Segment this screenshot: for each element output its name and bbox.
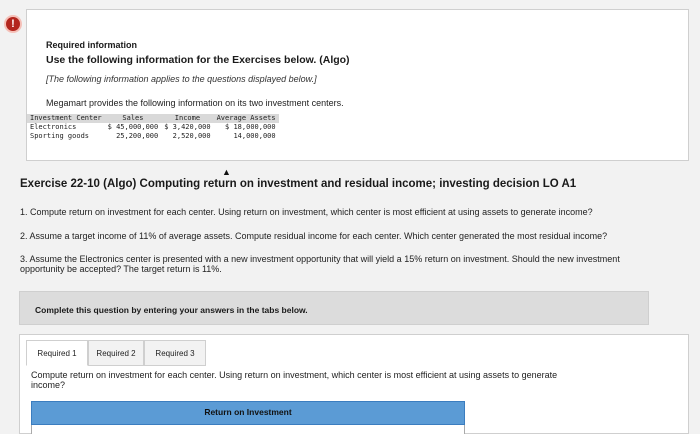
roi-table-header: [31, 401, 465, 425]
info-heading: Required information: [46, 40, 138, 50]
row-average-assets: $ 18,000,000: [225, 123, 276, 131]
question-1: 1. Compute return on investment for each center. Using return on investment, which center is most efficient at using assets to generate income?: [20, 207, 593, 217]
tab-required-2[interactable]: Required 2: [88, 340, 144, 366]
header-investment-center: Investment Center: [27, 114, 105, 123]
question-2: 2. Assume a target income of 11% of average assets. Compute residual income for each center. Which center generated the most residual income?: [20, 231, 608, 241]
exercise-title: Exercise 22-10 (Algo) Computing return on investment and residual income; investing decision LO A1: [20, 178, 577, 190]
complete-question-banner: [19, 291, 649, 325]
table-header-row: [27, 114, 279, 123]
mouse-cursor-icon: ▲: [222, 167, 231, 177]
row-income: $ 3,420,000: [164, 123, 211, 131]
info-subheading: Use the following information for the Exercises below. (Algo): [46, 54, 350, 66]
row-sales: 25,200,000: [116, 132, 159, 140]
row-average-assets: 14,000,000: [233, 132, 276, 140]
tab-required-3[interactable]: Required 3: [144, 340, 206, 366]
table-row: [27, 132, 279, 141]
question-3: 3. Assume the Electronics center is presented with a new investment opportunity that will yield a 15% return on investment. Should the new investment opportunity be accepted? The target return is 11%.: [20, 254, 620, 274]
info-intro: Megamart provides the following information on its two investment centers.: [46, 98, 344, 108]
roi-table-body: [31, 425, 465, 434]
roi-table-title: Return on Investment: [204, 407, 292, 417]
row-center-name: Sporting goods: [30, 132, 90, 140]
investment-centers-table: [27, 114, 279, 141]
info-note: [The following information applies to the questions displayed below.]: [46, 74, 317, 84]
alert-icon: !: [4, 15, 22, 33]
row-income: 2,520,000: [172, 132, 211, 140]
header-income: Income: [161, 114, 213, 123]
complete-prompt: Complete this question by entering your answers in the tabs below.: [35, 305, 308, 315]
answer-tabs-panel: [19, 334, 689, 434]
header-sales: Sales: [105, 114, 162, 123]
tab-required-1[interactable]: Required 1: [26, 340, 88, 366]
row-sales: $ 45,000,000: [107, 123, 159, 131]
tab-instruction: Compute return on investment for each center. Using return on investment, which center is most efficient at using assets to generate income?: [31, 370, 558, 390]
table-row: [27, 123, 279, 132]
header-average-assets: Average Assets: [214, 114, 279, 123]
row-center-name: Electronics: [30, 123, 77, 131]
